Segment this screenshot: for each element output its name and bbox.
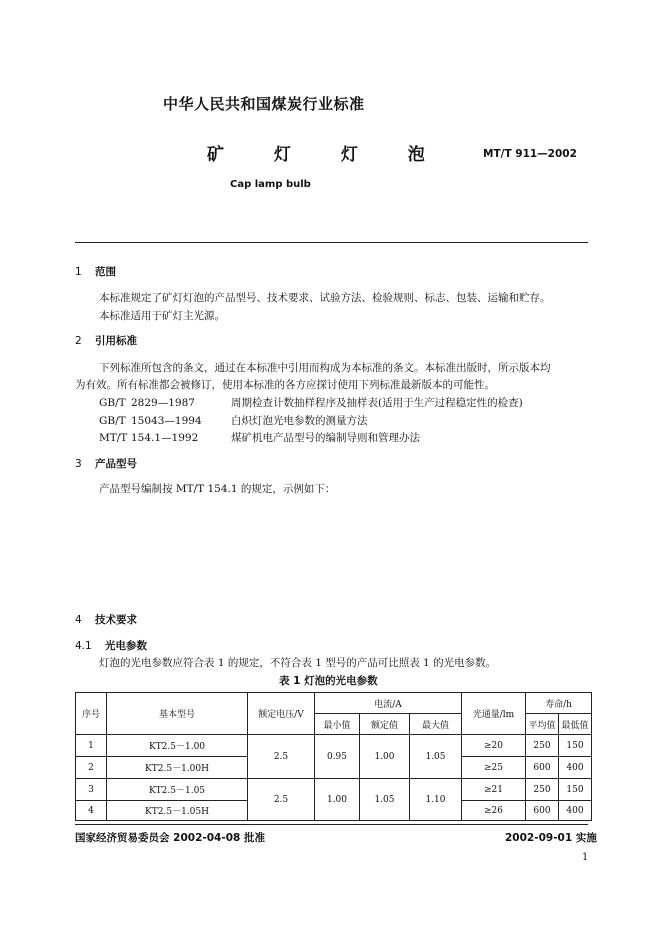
section-number: 1 — [75, 266, 82, 278]
reference-title: 煤矿机电产品型号的编制导则和管理办法 — [231, 432, 420, 444]
cell-seq: 4 — [76, 801, 107, 821]
reference-number: 2829—1987 — [131, 397, 195, 409]
cell-life-avg: 600 — [526, 757, 559, 779]
header-cell: 电流/A — [315, 693, 462, 714]
section-number: 3 — [75, 458, 82, 470]
cell-model: KT2.5－1.05H — [107, 801, 248, 821]
issuing-organization: 中华人民共和国煤炭行业标准 — [163, 95, 365, 113]
cell-life-avg: 250 — [526, 735, 559, 757]
cell-seq: 2 — [76, 757, 107, 779]
header-cell: 光通量/lm — [462, 693, 526, 735]
section-title: 产品型号 — [95, 458, 137, 470]
reference-item — [99, 430, 420, 445]
paragraph: 本标准规定了矿灯灯泡的产品型号、技术要求、试验方法、检验规则、标志、包装、运输和贮存。 — [99, 292, 551, 304]
header-cell: 寿命/h — [526, 693, 592, 714]
section-number: 2 — [75, 335, 82, 347]
cell-current-rated: 1.00 — [360, 735, 410, 779]
page-number: 1 — [582, 852, 589, 863]
section-3-heading — [75, 456, 137, 471]
header-cell: 额定值 — [360, 714, 410, 735]
implementation-date: 2002-09-01 实施 — [505, 832, 597, 844]
header-cell: 序号 — [76, 693, 107, 735]
section-4-1-heading — [75, 638, 147, 653]
cell-life-min: 150 — [559, 779, 592, 801]
cell-flux: ≥26 — [462, 801, 526, 821]
photoelectric-parameters-table — [75, 692, 592, 821]
section-title: 引用标准 — [95, 335, 137, 347]
cell-current-min: 0.95 — [315, 735, 360, 779]
reference-number: 15043—1994 — [131, 415, 202, 427]
cell-model: KT2.5－1.05 — [107, 779, 248, 801]
cell-current-min: 1.00 — [315, 779, 360, 821]
section-title: 技术要求 — [95, 614, 137, 626]
section-title: 光电参数 — [105, 640, 147, 652]
cell-seq: 3 — [76, 779, 107, 801]
cell-voltage: 2.5 — [248, 779, 315, 821]
cell-current-max: 1.05 — [410, 735, 462, 779]
cell-life-avg: 250 — [526, 779, 559, 801]
table-caption: 表 1 灯泡的光电参数 — [279, 675, 378, 687]
cell-life-avg: 600 — [526, 801, 559, 821]
approval-line: 国家经济贸易委员会 2002-04-08 批准 — [75, 832, 265, 844]
english-title: Cap lamp bulb — [230, 179, 311, 190]
cell-current-rated: 1.05 — [360, 779, 410, 821]
cell-model: KT2.5－1.00 — [107, 735, 248, 757]
reference-title: 白炽灯泡光电参数的测量方法 — [231, 415, 368, 427]
paragraph: 下列标准所包含的条文，通过在本标准中引用而构成为本标准的条文。本标准出版时，所示版本均 — [99, 362, 551, 374]
table-row — [76, 779, 592, 801]
header-cell: 最小值 — [315, 714, 360, 735]
paragraph: 灯泡的光电参数应符合表 1 的规定，不符合表 1 型号的产品可比照表 1 的光电参数。 — [99, 657, 497, 669]
cell-seq: 1 — [76, 735, 107, 757]
reference-code: GB/T — [99, 397, 126, 409]
reference-item — [99, 413, 368, 428]
reference-code: MT/T — [99, 432, 128, 444]
header-cell: 平均值 — [526, 714, 559, 735]
paragraph: 本标准适用于矿灯主光源。 — [99, 310, 225, 322]
reference-item — [99, 395, 523, 410]
cell-life-min: 150 — [559, 735, 592, 757]
paragraph: 产品型号编制按 MT/T 154.1 的规定，示例如下： — [99, 483, 336, 495]
header-cell: 最低值 — [559, 714, 592, 735]
header-cell: 最大值 — [410, 714, 462, 735]
section-2-heading — [75, 333, 137, 348]
document-title: 矿 灯 灯 泡 — [207, 145, 447, 165]
section-1-heading — [75, 264, 116, 279]
footer-divider — [75, 824, 588, 825]
cell-flux: ≥21 — [462, 779, 526, 801]
reference-code: GB/T — [99, 415, 126, 427]
header-cell: 额定电压/V — [248, 693, 315, 735]
table-header-row — [76, 693, 592, 714]
header-divider — [75, 242, 588, 243]
cell-flux: ≥25 — [462, 757, 526, 779]
section-4-heading — [75, 612, 137, 627]
section-number: 4.1 — [75, 640, 92, 652]
reference-title: 周期检查计数抽样程序及抽样表(适用于生产过程稳定性的检查) — [231, 397, 523, 409]
cell-voltage: 2.5 — [248, 735, 315, 779]
section-number: 4 — [75, 614, 82, 626]
reference-number: 154.1—1992 — [131, 432, 199, 444]
cell-current-max: 1.10 — [410, 779, 462, 821]
cell-flux: ≥20 — [462, 735, 526, 757]
standard-code: MT/T 911—2002 — [483, 148, 577, 160]
table-row — [76, 735, 592, 757]
header-cell: 基本型号 — [107, 693, 248, 735]
cell-life-min: 400 — [559, 801, 592, 821]
section-title: 范围 — [95, 266, 116, 278]
paragraph: 为有效。所有标准都会被修订，使用本标准的各方应探讨使用下列标准最新版本的可能性。 — [75, 379, 495, 391]
cell-life-min: 400 — [559, 757, 592, 779]
cell-model: KT2.5－1.00H — [107, 757, 248, 779]
